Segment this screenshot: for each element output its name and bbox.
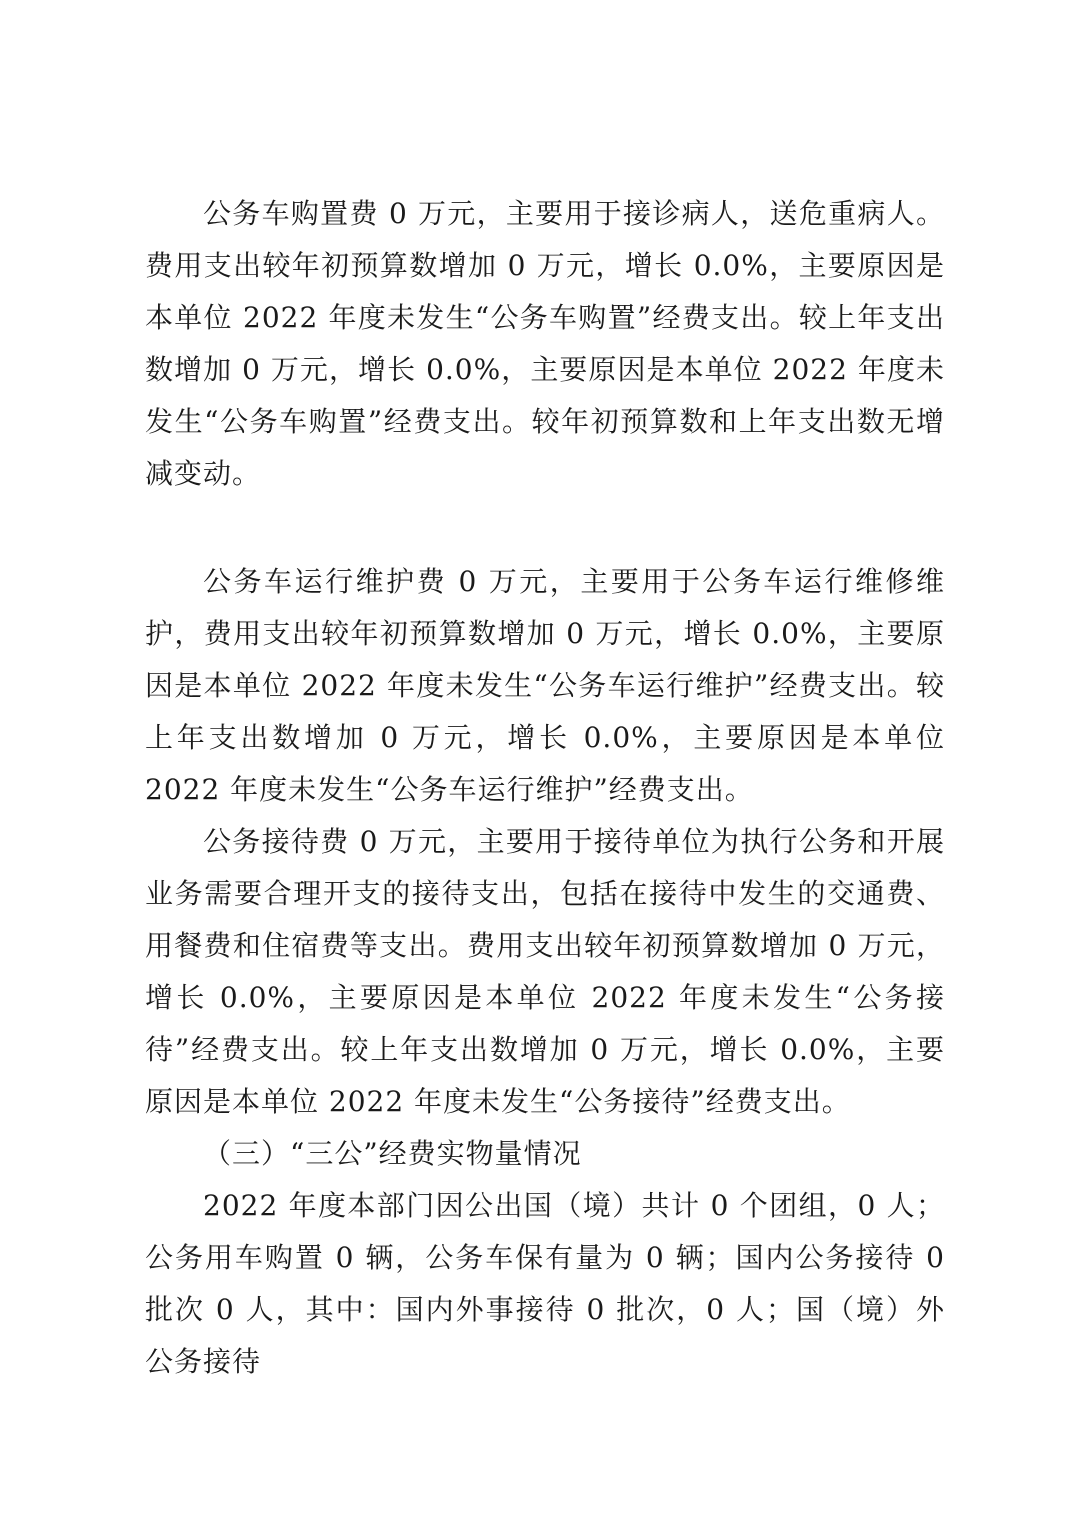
section-heading: （三）“三公”经费实物量情况 (203, 1137, 582, 1170)
text-block-top (145, 188, 945, 500)
text-block-bottom (145, 556, 945, 1388)
paragraph-physical-quantity: 2022 年度本部门因公出国（境）共计 0 个团组，0 人；公务用车购置 0 辆，公务车保有量为 0 辆；国内公务接待 0 批次 0 人，其中：国内外事接待 0 批次，0 人；国（境）外公务接待 (145, 1189, 945, 1378)
paragraph-vehicle-purchase: 公务车购置费 0 万元，主要用于接诊病人，送危重病人。费用支出较年初预算数增加 0 万元，增长 0.0%，主要原因是本单位 2022 年度未发生“公务车购置”经费支出。较上年支出数增加 0 万元，增长 0.0%，主要原因是本单位 2022 年度未发生“公务车购置”经费支出。较年初预算数和上年支出数无增减变动。 (145, 197, 945, 490)
paragraph-reception: 公务接待费 0 万元，主要用于接待单位为执行公务和开展业务需要合理开支的接待支出，包括在接待中发生的交通费、用餐费和住宿费等支出。费用支出较年初预算数增加 0 万元，增长 0.0%，主要原因是本单位 2022 年度未发生“公务接待”经费支出。较上年支出数增加 0 万元，增长 0.0%，主要原因是本单位 2022 年度未发生“公务接待”经费支出。 (145, 825, 945, 1118)
paragraph-vehicle-maintenance: 公务车运行维护费 0 万元，主要用于公务车运行维修维护，费用支出较年初预算数增加 0 万元，增长 0.0%，主要原因是本单位 2022 年度未发生“公务车运行维护”经费支出。较上年支出数增加 0 万元，增长 0.0%，主要原因是本单位 2022 年度未发生“公务车运行维护”经费支出。 (145, 565, 945, 806)
